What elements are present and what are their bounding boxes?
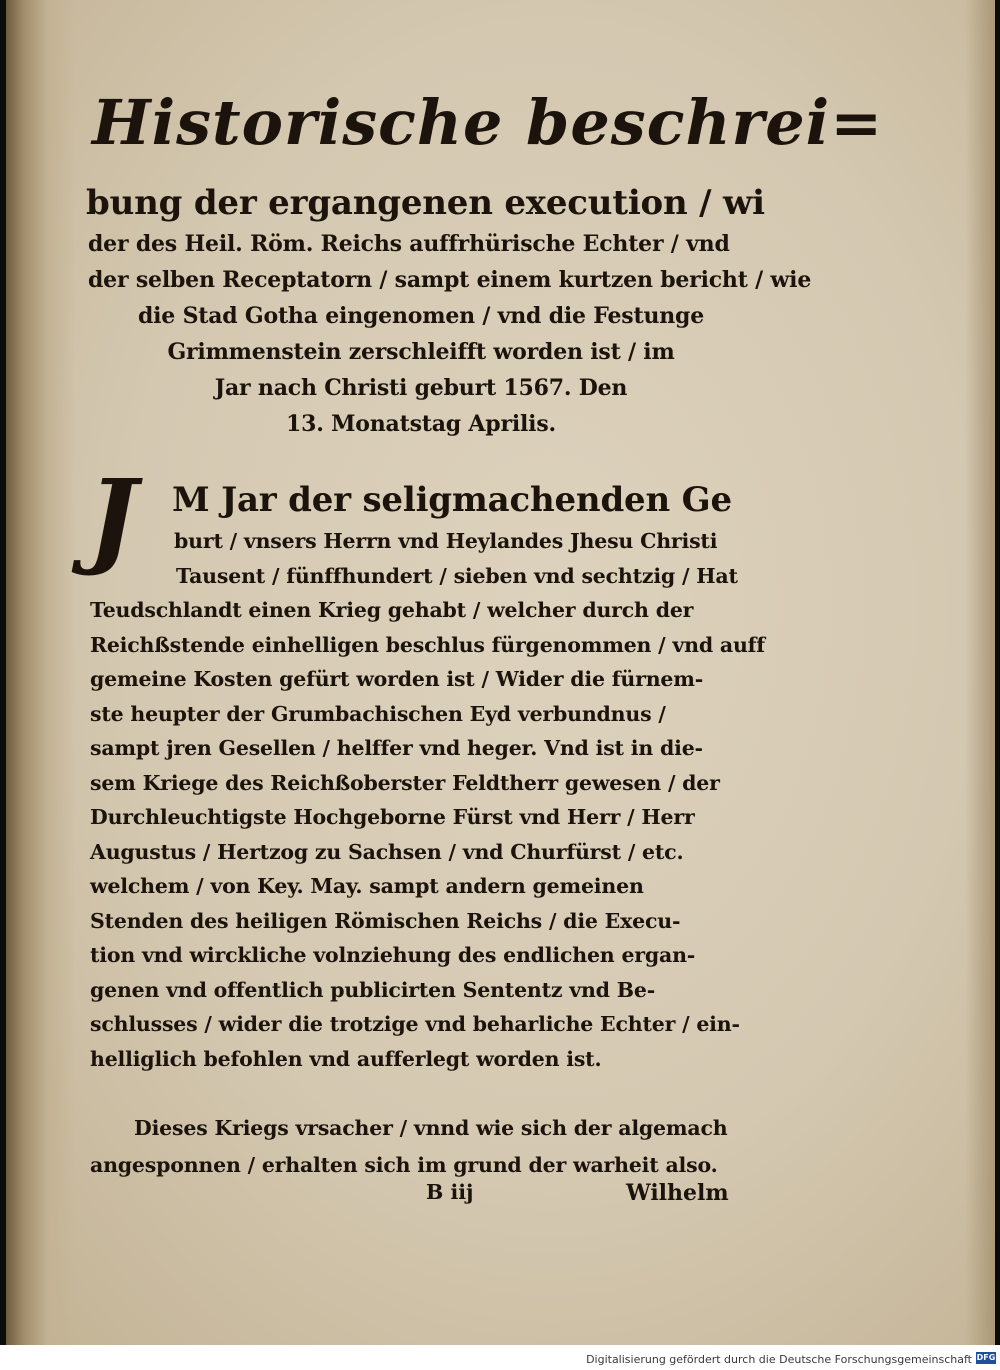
body-line: Tausent / fünffhundert / sieben vnd sechtzig / Hat bbox=[176, 563, 738, 588]
body-line: sem Kriege des Reichßoberster Feldtherr gewesen / der bbox=[90, 770, 720, 795]
body-line: tion vnd wirckliche volnziehung des endlichen ergan- bbox=[90, 943, 696, 967]
body-line: welchem / von Key. May. sampt andern gemeinen bbox=[90, 874, 644, 898]
book-page bbox=[6, 0, 995, 1345]
body-line: genen vnd offentlich publicirten Sententz vnd Be- bbox=[90, 977, 656, 1002]
final-line: Dieses Kriegs vrsacher / vnnd wie sich der algemach bbox=[134, 1116, 728, 1140]
body-line: Stenden des heiligen Römischen Reichs / die Execu- bbox=[90, 908, 681, 933]
title-line: der selben Receptatorn / sampt einem kurtzen bericht / wie bbox=[88, 267, 812, 293]
body-line: schlusses / wider die trotzige vnd beharliche Echter / ein- bbox=[90, 1012, 740, 1036]
final-line: angesponnen / erhalten sich im grund der warheit also. bbox=[90, 1153, 718, 1177]
title-line: die Stad Gotha eingenomen / vnd die Festunge bbox=[137, 303, 705, 329]
body-first-line: M Jar der seligmachenden Ge bbox=[172, 480, 732, 520]
body-line: Teudschlandt einen Krieg gehabt / welcher durch der bbox=[90, 598, 694, 622]
title-line: der des Heil. Röm. Reichs auffrhürische Echter / vnd bbox=[88, 231, 730, 257]
title-line: 13. Monatstag Aprilis. bbox=[286, 411, 556, 437]
body-line: helliglich befohlen vnd aufferlegt worden ist. bbox=[90, 1046, 602, 1071]
body-line: burt / vnsers Herrn vnd Heylandes Jhesu Christi bbox=[174, 529, 718, 553]
title-heading: Historische beschrei= bbox=[92, 86, 884, 159]
binding-shadow bbox=[6, 0, 76, 1345]
page-edge-shadow bbox=[965, 0, 995, 1345]
drop-cap: J bbox=[88, 456, 138, 579]
dfg-logo: DFG bbox=[976, 1353, 996, 1362]
title-line: bung der ergangenen execution / wi bbox=[86, 183, 765, 223]
title-line: Jar nach Christi geburt 1567. Den bbox=[214, 375, 628, 401]
body-line: Durchleuchtigste Hochgeborne Fürst vnd Herr / Herr bbox=[90, 805, 695, 829]
final-paragraph bbox=[90, 1110, 750, 1184]
body-line: sampt jren Gesellen / helffer vnd heger. Vnd ist in die- bbox=[90, 736, 703, 760]
title-line: Grimmenstein zerschleifft worden ist / im bbox=[167, 339, 675, 365]
signature-mark: B iij bbox=[426, 1180, 474, 1204]
body-line: ste heupter der Grumbachischen Eyd verbundnus / bbox=[90, 701, 666, 726]
funding-notice: Digitalisierung gefördert durch die Deutsche Forschungsgemeinschaft bbox=[586, 1353, 972, 1366]
body-line: Reichßstende einhelligen beschlus fürgenommen / vnd auff bbox=[90, 632, 765, 657]
footer-bar bbox=[0, 1345, 1000, 1370]
title-block bbox=[76, 180, 812, 442]
body-line: Augustus / Hertzog zu Sachsen / vnd Churfürst / etc. bbox=[90, 839, 684, 864]
catchword: Wilhelm bbox=[626, 1180, 729, 1206]
body-line: gemeine Kosten gefürt worden ist / Wider die fürnem- bbox=[90, 667, 704, 691]
body-paragraph bbox=[90, 476, 765, 1076]
